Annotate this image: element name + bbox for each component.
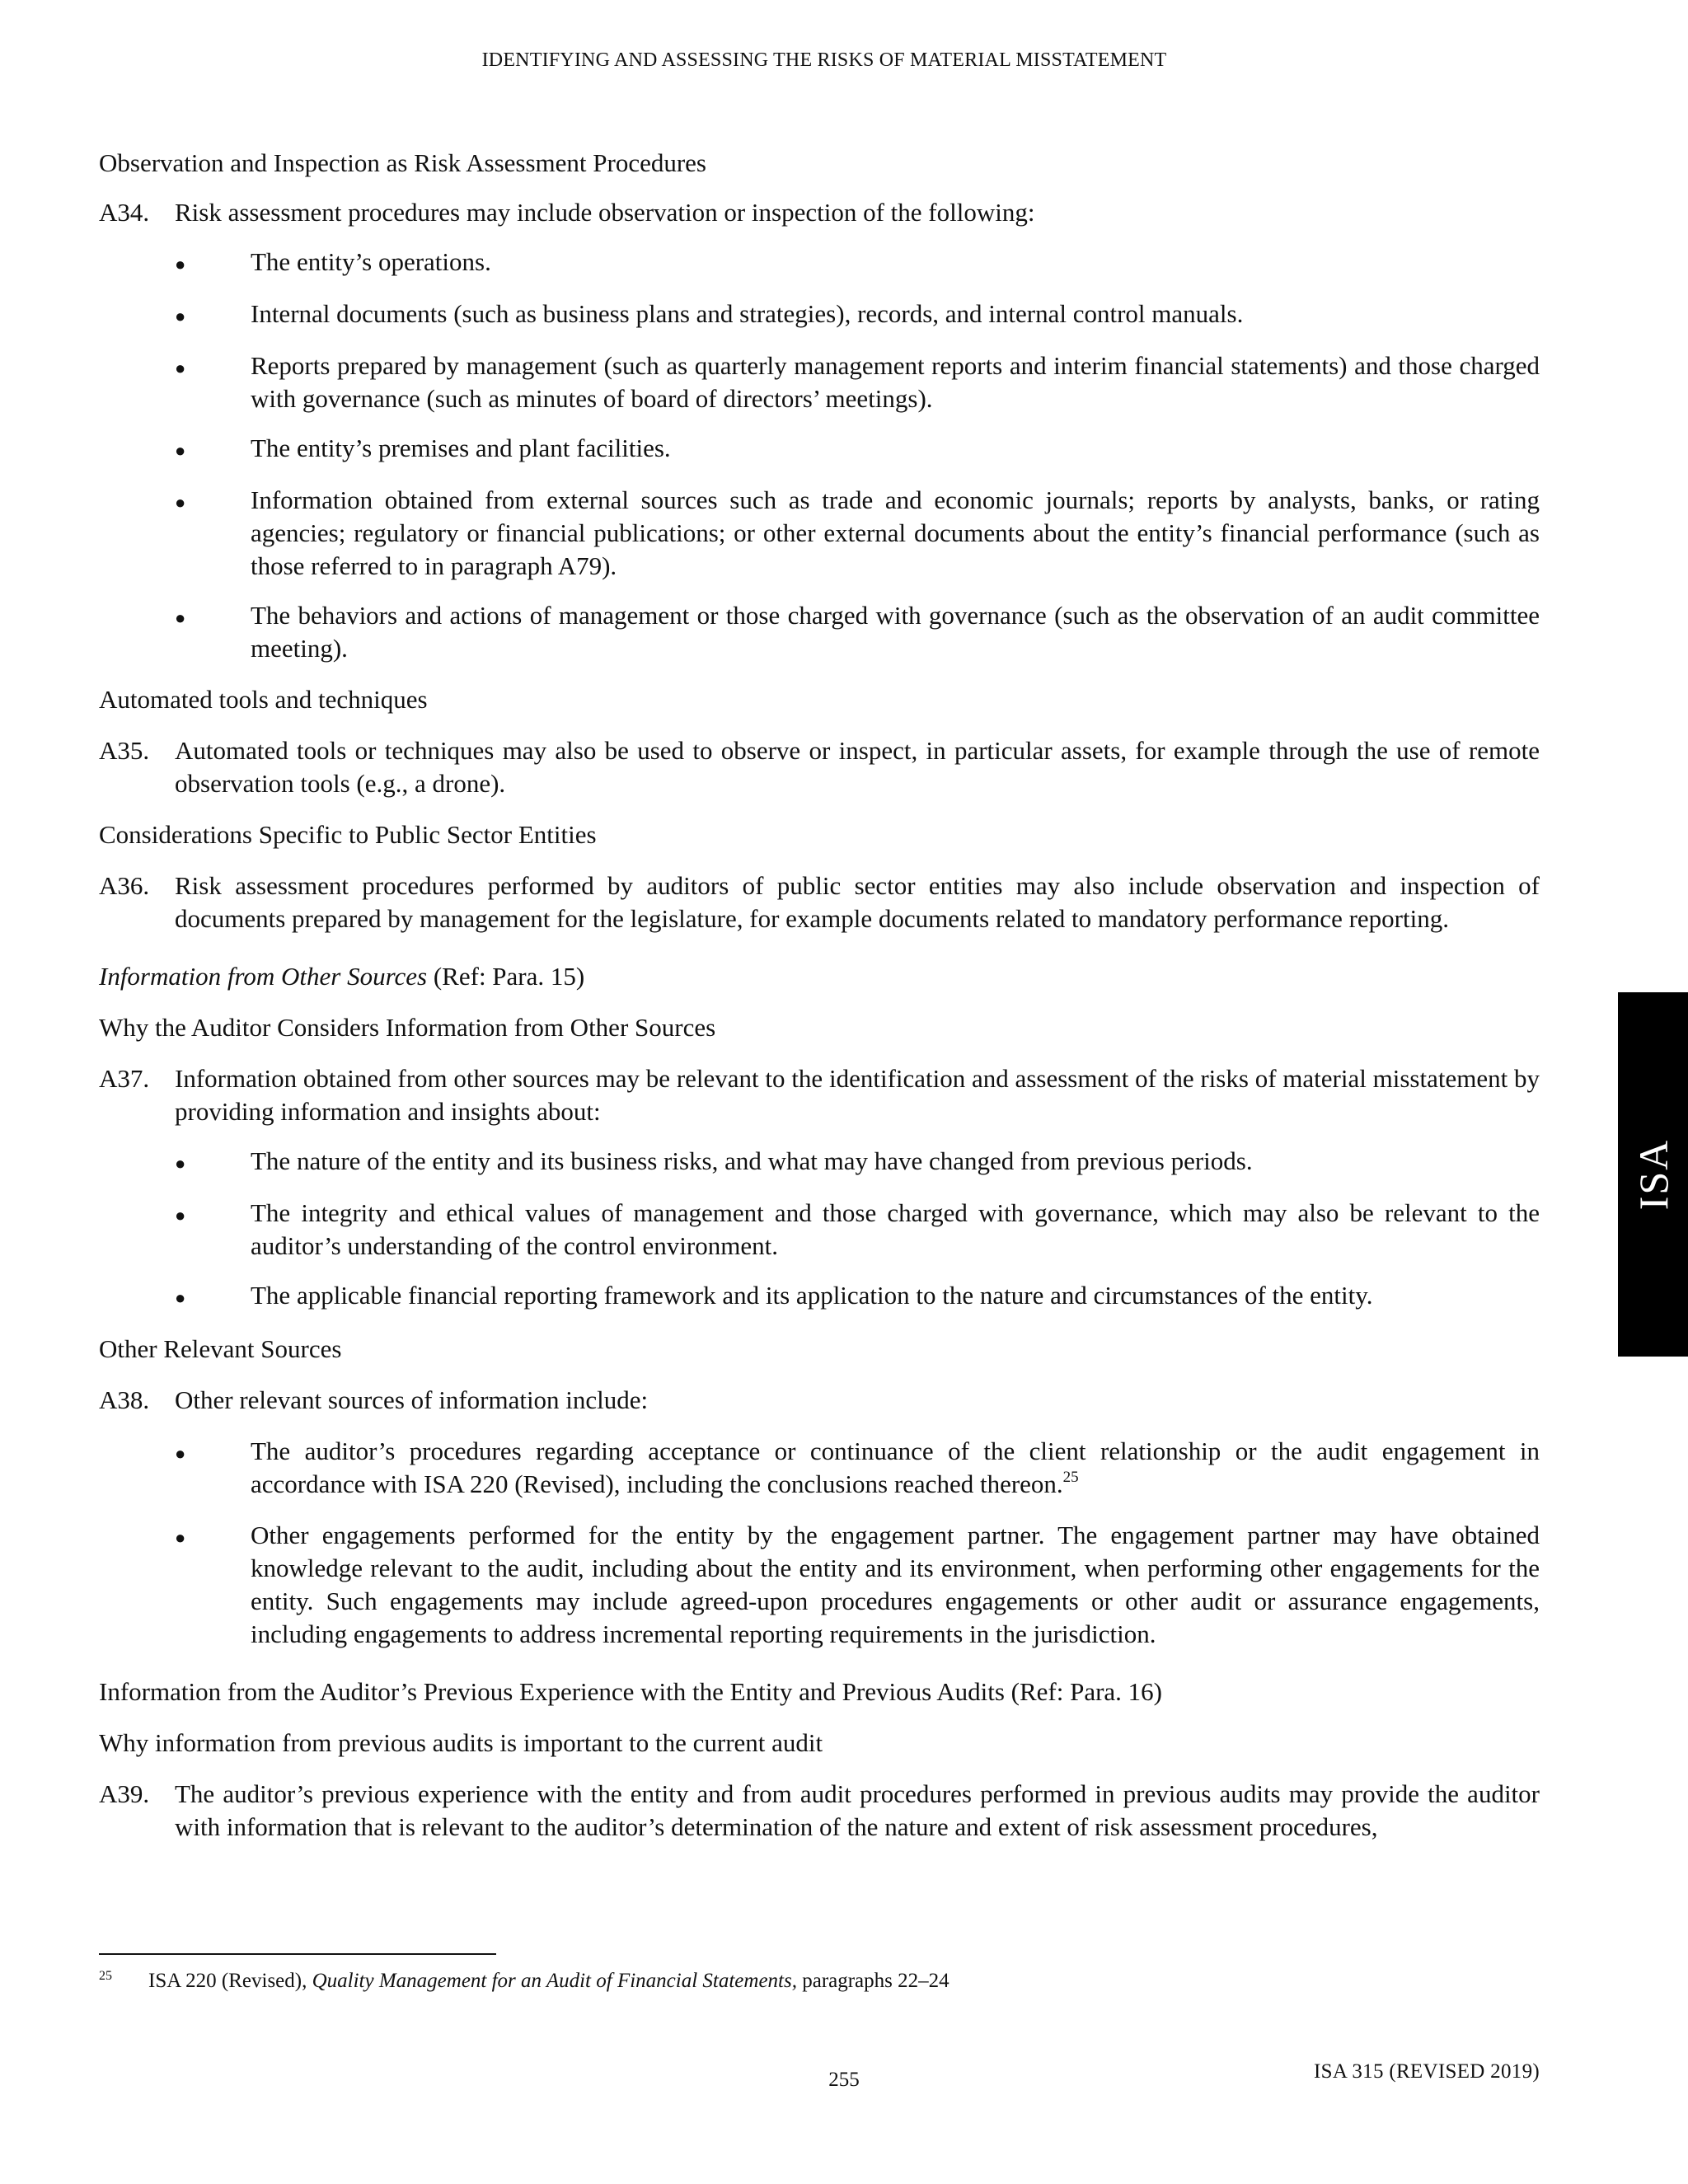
- bullet-icon: ●: [175, 254, 186, 274]
- isa-side-tab: [1618, 992, 1688, 1357]
- bullet-list-a37: [99, 1145, 1540, 1315]
- page-number: 255: [828, 2069, 860, 2091]
- list-item: [99, 1279, 1540, 1315]
- paragraph-a36: [99, 869, 1540, 935]
- paragraph-a38: [99, 1384, 1540, 1417]
- list-item: [99, 1145, 1540, 1180]
- paragraph-text: Risk assessment procedures may include observation or inspection of the following:: [175, 198, 1035, 227]
- bullet-icon: ●: [175, 358, 186, 378]
- paragraph-a34: [99, 196, 1540, 229]
- paragraph-number: A37.: [99, 1064, 150, 1093]
- list-item-text: Information obtained from external sources such as trade and economic journals; reports by analysts, banks, or rating agencies; regulatory or financial publications; or other external documents about the entity’s financial performance (such as those referred to in paragraph A79).: [251, 485, 1540, 580]
- list-item-text: Other engagements performed for the entity by the engagement partner. The engagement partner may have obtained knowledge relevant to the audit, including about the entity and its environment, when performing other engagements for the entity. Such engagements may include agreed-upon procedures engagements or other audit or assurance engagements, including engagements to address incremental reporting requirements in the jurisdiction.: [251, 1521, 1540, 1648]
- list-item: [99, 298, 1540, 333]
- bullet-icon: ●: [175, 607, 186, 628]
- list-item: [99, 1435, 1540, 1501]
- list-item-text: The nature of the entity and its business risks, and what may have changed from previous periods.: [251, 1146, 1253, 1175]
- section-heading-observation: Observation and Inspection as Risk Assessment Procedures: [99, 148, 706, 177]
- list-item-text: The entity’s operations.: [251, 247, 491, 276]
- section-heading-why-previous-audits: Why information from previous audits is important to the current audit: [99, 1728, 823, 1757]
- section-heading-public-sector: Considerations Specific to Public Sector Entities: [99, 820, 597, 849]
- paragraph-number: A36.: [99, 871, 150, 900]
- paragraph-text: Other relevant sources of information include:: [175, 1385, 649, 1414]
- list-item: [99, 599, 1540, 665]
- bullet-icon: ●: [175, 1443, 186, 1464]
- footnote-number: 25: [99, 1969, 112, 1983]
- paragraph-text: Information obtained from other sources may be relevant to the identification and assessment of the risks of material misstatement by providing information and insights about:: [175, 1064, 1540, 1126]
- list-item: [99, 1197, 1540, 1263]
- bullet-icon: ●: [175, 440, 186, 461]
- list-item: [99, 246, 1540, 281]
- paragraph-number: A39.: [99, 1779, 150, 1808]
- list-item-text: [251, 1435, 1540, 1501]
- running-head: IDENTIFYING AND ASSESSING THE RISKS OF MATERIAL MISSTATEMENT: [481, 49, 1167, 71]
- footnote-title: Quality Management for an Audit of Financial Statements,: [312, 1970, 797, 1992]
- footnote-suffix: paragraphs 22–24: [796, 1970, 950, 1992]
- standard-reference: ISA 315 (REVISED 2019): [1314, 2060, 1540, 2083]
- paragraph-number: A35.: [99, 736, 150, 765]
- list-item-text: The applicable financial reporting framework and its application to the nature and circumstances of the entity.: [251, 1281, 1373, 1310]
- bullet-icon: ●: [175, 1287, 186, 1308]
- list-item-text: The behaviors and actions of management or those charged with governance (such as the observation of an audit committee meeting).: [251, 601, 1540, 663]
- bullet-icon: ●: [175, 492, 186, 513]
- paragraph-a37: [99, 1062, 1540, 1128]
- paragraph-number: A34.: [99, 198, 150, 227]
- paragraph-number: A38.: [99, 1385, 150, 1414]
- bullet-list-a34: [99, 246, 1540, 665]
- list-item: [99, 1519, 1540, 1651]
- list-item: [99, 484, 1540, 583]
- section-heading-why-other-sources: Why the Auditor Considers Information from Other Sources: [99, 1013, 716, 1042]
- list-item: [99, 432, 1540, 467]
- section-heading-automated-tools: Automated tools and techniques: [99, 685, 428, 714]
- paragraph-text: The auditor’s previous experience with the entity and from audit procedures performed in previous audits may provide the auditor with information that is relevant to the auditor’s determination of the nature and extent of risk assessment procedures,: [175, 1779, 1540, 1841]
- side-tab-label: ISA: [1629, 1138, 1676, 1211]
- list-item-text: Internal documents (such as business plans and strategies), records, and internal control manuals.: [251, 299, 1244, 328]
- bullet-icon: ●: [175, 1527, 186, 1548]
- bullet-icon: ●: [175, 306, 186, 326]
- list-item-text: Reports prepared by management (such as quarterly management reports and interim financial statements) and those charged with governance (such as minutes of board of directors’ meetings).: [251, 351, 1540, 413]
- bullet-icon: ●: [175, 1205, 186, 1226]
- footnote-prefix: ISA 220 (Revised),: [148, 1970, 312, 1992]
- page-body: [99, 147, 1540, 1844]
- bullet-list-a38: [99, 1435, 1540, 1651]
- list-item-text: The integrity and ethical values of management and those charged with governance, which may also be relevant to the auditor’s understanding of the control environment.: [251, 1198, 1540, 1260]
- list-item-text: The entity’s premises and plant facilities.: [251, 434, 671, 462]
- section-heading-other-relevant: Other Relevant Sources: [99, 1334, 342, 1363]
- section-heading-other-sources: [99, 960, 1540, 993]
- heading-italic-text: Information from Other Sources: [99, 962, 428, 991]
- list-item: [99, 349, 1540, 415]
- paragraph-text: Automated tools or techniques may also be used to observe or inspect, in particular assets, for example through the use of remote observation tools (e.g., a drone).: [175, 736, 1540, 798]
- footnote: [99, 1968, 1540, 1994]
- footnote-reference: 25: [1062, 1469, 1079, 1486]
- list-item-body: The auditor’s procedures regarding acceptance or continuance of the client relationship or the audit engagement in accordance with ISA 220 (Revised), including the conclusions reached thereon.: [251, 1436, 1540, 1498]
- heading-reference: (Ref: Para. 15): [427, 962, 585, 991]
- paragraph-text: Risk assessment procedures performed by auditors of public sector entities may also include observation and inspection of documents prepared by management for the legislature, for example documents related to mandatory performance reporting.: [175, 871, 1540, 933]
- footnote-divider: [99, 1953, 496, 1955]
- paragraph-a35: [99, 734, 1540, 800]
- paragraph-a39: [99, 1778, 1540, 1844]
- footnote-text: [148, 1968, 950, 1994]
- bullet-icon: ●: [175, 1153, 186, 1174]
- section-heading-previous-experience: Information from the Auditor’s Previous Experience with the Entity and Previous Audits (Ref: Para. 16): [99, 1677, 1162, 1706]
